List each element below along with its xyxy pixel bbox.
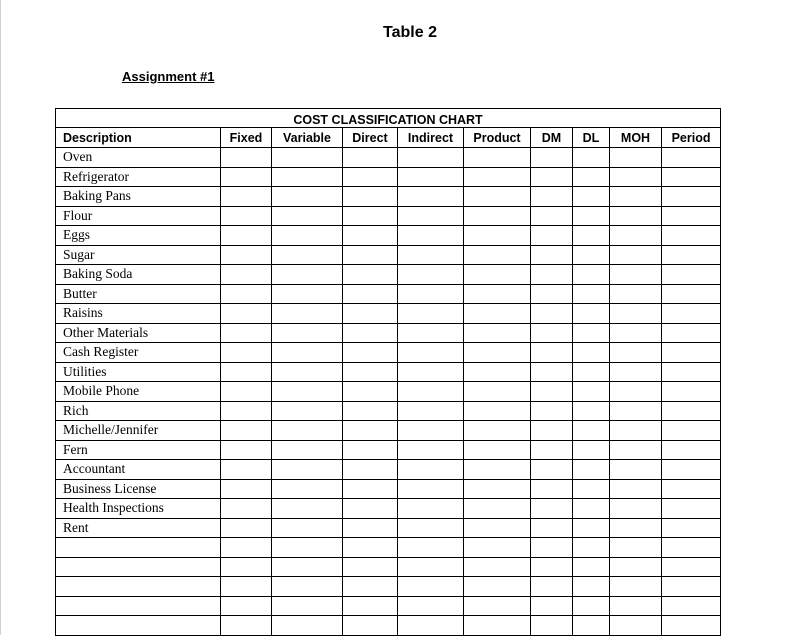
classification-cell-variable[interactable]	[272, 343, 343, 363]
classification-cell-variable[interactable]	[272, 440, 343, 460]
classification-cell-direct[interactable]	[343, 596, 398, 616]
description-cell-empty	[56, 596, 221, 616]
classification-cell-dm[interactable]	[531, 265, 573, 285]
assignment-label: Assignment #1	[122, 69, 215, 84]
description-cell: Oven	[56, 148, 221, 168]
classification-cell-direct[interactable]	[343, 284, 398, 304]
classification-cell-dl[interactable]	[573, 440, 610, 460]
classification-cell-dl[interactable]	[573, 538, 610, 558]
page-edge	[0, 0, 1, 635]
classification-cell-variable[interactable]	[272, 284, 343, 304]
classification-cell-product[interactable]	[464, 343, 531, 363]
classification-cell-indirect[interactable]	[398, 148, 464, 168]
classification-cell-dm[interactable]	[531, 577, 573, 597]
classification-cell-dm[interactable]	[531, 421, 573, 441]
classification-cell-moh[interactable]	[610, 557, 662, 577]
table-row	[56, 148, 721, 168]
description-cell-empty	[56, 616, 221, 636]
classification-cell-dm[interactable]	[531, 401, 573, 421]
classification-cell-direct[interactable]	[343, 479, 398, 499]
column-header-fixed: Fixed	[221, 128, 272, 148]
table-row	[56, 460, 721, 480]
classification-cell-direct[interactable]	[343, 616, 398, 636]
classification-cell-dm[interactable]	[531, 538, 573, 558]
table-body	[56, 148, 721, 636]
classification-cell-indirect[interactable]	[398, 538, 464, 558]
classification-cell-moh[interactable]	[610, 499, 662, 519]
classification-cell-dl[interactable]	[573, 401, 610, 421]
classification-cell-product[interactable]	[464, 284, 531, 304]
description-cell: Rent	[56, 518, 221, 538]
classification-cell-moh[interactable]	[610, 460, 662, 480]
classification-cell-variable[interactable]	[272, 323, 343, 343]
classification-cell-period[interactable]	[662, 440, 721, 460]
classification-cell-product[interactable]	[464, 596, 531, 616]
classification-cell-dl[interactable]	[573, 518, 610, 538]
cost-classification-table	[55, 108, 721, 636]
description-cell: Cash Register	[56, 343, 221, 363]
classification-cell-dl[interactable]	[573, 382, 610, 402]
classification-cell-fixed[interactable]	[221, 343, 272, 363]
description-cell: Baking Soda	[56, 265, 221, 285]
classification-cell-indirect[interactable]	[398, 440, 464, 460]
classification-cell-product[interactable]	[464, 187, 531, 207]
classification-cell-fixed[interactable]	[221, 245, 272, 265]
classification-cell-dl[interactable]	[573, 460, 610, 480]
classification-cell-moh[interactable]	[610, 538, 662, 558]
classification-cell-dm[interactable]	[531, 499, 573, 519]
classification-cell-dl[interactable]	[573, 362, 610, 382]
classification-cell-moh[interactable]	[610, 323, 662, 343]
column-header-variable: Variable	[272, 128, 343, 148]
classification-cell-fixed[interactable]	[221, 284, 272, 304]
classification-cell-moh[interactable]	[610, 226, 662, 246]
classification-cell-fixed[interactable]	[221, 304, 272, 324]
description-cell: Flour	[56, 206, 221, 226]
classification-cell-indirect[interactable]	[398, 616, 464, 636]
blank-row	[56, 596, 721, 616]
classification-cell-direct[interactable]	[343, 265, 398, 285]
classification-cell-moh[interactable]	[610, 577, 662, 597]
classification-cell-product[interactable]	[464, 557, 531, 577]
classification-cell-indirect[interactable]	[398, 499, 464, 519]
table-row	[56, 245, 721, 265]
classification-cell-indirect[interactable]	[398, 479, 464, 499]
classification-cell-fixed[interactable]	[221, 265, 272, 285]
classification-cell-dm[interactable]	[531, 206, 573, 226]
classification-cell-moh[interactable]	[610, 245, 662, 265]
classification-cell-indirect[interactable]	[398, 596, 464, 616]
classification-cell-product[interactable]	[464, 401, 531, 421]
table-row	[56, 284, 721, 304]
classification-cell-dm[interactable]	[531, 460, 573, 480]
classification-cell-dl[interactable]	[573, 284, 610, 304]
classification-cell-product[interactable]	[464, 206, 531, 226]
classification-cell-dm[interactable]	[531, 596, 573, 616]
classification-cell-period[interactable]	[662, 577, 721, 597]
classification-cell-moh[interactable]	[610, 362, 662, 382]
description-cell: Other Materials	[56, 323, 221, 343]
classification-cell-direct[interactable]	[343, 382, 398, 402]
table-row	[56, 401, 721, 421]
classification-cell-indirect[interactable]	[398, 577, 464, 597]
classification-cell-period[interactable]	[662, 226, 721, 246]
description-cell: Refrigerator	[56, 167, 221, 187]
classification-cell-dm[interactable]	[531, 284, 573, 304]
classification-cell-period[interactable]	[662, 479, 721, 499]
classification-cell-dm[interactable]	[531, 518, 573, 538]
classification-cell-direct[interactable]	[343, 577, 398, 597]
classification-cell-moh[interactable]	[610, 284, 662, 304]
column-header-product: Product	[464, 128, 531, 148]
description-cell: Rich	[56, 401, 221, 421]
table-row	[56, 499, 721, 519]
blank-row	[56, 616, 721, 636]
classification-cell-indirect[interactable]	[398, 226, 464, 246]
description-cell: Business License	[56, 479, 221, 499]
column-header-moh: MOH	[610, 128, 662, 148]
classification-cell-direct[interactable]	[343, 187, 398, 207]
classification-cell-variable[interactable]	[272, 596, 343, 616]
classification-cell-direct[interactable]	[343, 362, 398, 382]
description-cell: Butter	[56, 284, 221, 304]
classification-cell-moh[interactable]	[610, 382, 662, 402]
classification-cell-product[interactable]	[464, 382, 531, 402]
classification-cell-product[interactable]	[464, 440, 531, 460]
classification-cell-fixed[interactable]	[221, 460, 272, 480]
classification-cell-direct[interactable]	[343, 538, 398, 558]
classification-cell-fixed[interactable]	[221, 577, 272, 597]
classification-cell-period[interactable]	[662, 460, 721, 480]
classification-cell-moh[interactable]	[610, 518, 662, 538]
classification-cell-dm[interactable]	[531, 343, 573, 363]
classification-cell-moh[interactable]	[610, 616, 662, 636]
column-header-description: Description	[56, 128, 221, 148]
classification-cell-product[interactable]	[464, 479, 531, 499]
classification-cell-moh[interactable]	[610, 304, 662, 324]
column-header-dl: DL	[573, 128, 610, 148]
classification-cell-period[interactable]	[662, 323, 721, 343]
description-cell: Raisins	[56, 304, 221, 324]
classification-cell-indirect[interactable]	[398, 206, 464, 226]
classification-cell-dl[interactable]	[573, 577, 610, 597]
table-row	[56, 167, 721, 187]
classification-cell-moh[interactable]	[610, 206, 662, 226]
description-cell: Accountant	[56, 460, 221, 480]
description-cell: Eggs	[56, 226, 221, 246]
classification-cell-dm[interactable]	[531, 557, 573, 577]
table-row	[56, 226, 721, 246]
classification-cell-product[interactable]	[464, 245, 531, 265]
classification-cell-period[interactable]	[662, 284, 721, 304]
classification-cell-dl[interactable]	[573, 265, 610, 285]
classification-cell-product[interactable]	[464, 518, 531, 538]
column-header-period: Period	[662, 128, 721, 148]
classification-cell-dm[interactable]	[531, 382, 573, 402]
classification-cell-variable[interactable]	[272, 187, 343, 207]
classification-cell-fixed[interactable]	[221, 323, 272, 343]
classification-cell-product[interactable]	[464, 421, 531, 441]
classification-cell-period[interactable]	[662, 421, 721, 441]
classification-cell-fixed[interactable]	[221, 616, 272, 636]
table-row	[56, 323, 721, 343]
classification-cell-direct[interactable]	[343, 323, 398, 343]
column-header-direct: Direct	[343, 128, 398, 148]
classification-cell-moh[interactable]	[610, 167, 662, 187]
classification-cell-direct[interactable]	[343, 557, 398, 577]
description-cell: Michelle/Jennifer	[56, 421, 221, 441]
column-header-row	[56, 128, 721, 148]
description-cell: Mobile Phone	[56, 382, 221, 402]
classification-cell-product[interactable]	[464, 362, 531, 382]
classification-cell-moh[interactable]	[610, 596, 662, 616]
classification-cell-fixed[interactable]	[221, 401, 272, 421]
classification-cell-indirect[interactable]	[398, 518, 464, 538]
classification-cell-product[interactable]	[464, 265, 531, 285]
classification-cell-period[interactable]	[662, 304, 721, 324]
classification-cell-period[interactable]	[662, 382, 721, 402]
table-row	[56, 343, 721, 363]
classification-cell-fixed[interactable]	[221, 440, 272, 460]
classification-cell-variable[interactable]	[272, 479, 343, 499]
classification-cell-variable[interactable]	[272, 460, 343, 480]
classification-cell-dm[interactable]	[531, 167, 573, 187]
classification-cell-dm[interactable]	[531, 440, 573, 460]
classification-cell-variable[interactable]	[272, 401, 343, 421]
classification-cell-dm[interactable]	[531, 479, 573, 499]
classification-cell-dm[interactable]	[531, 245, 573, 265]
classification-cell-direct[interactable]	[343, 167, 398, 187]
classification-cell-indirect[interactable]	[398, 304, 464, 324]
classification-cell-period[interactable]	[662, 343, 721, 363]
classification-cell-variable[interactable]	[272, 304, 343, 324]
classification-cell-product[interactable]	[464, 460, 531, 480]
description-cell: Health Inspections	[56, 499, 221, 519]
classification-cell-indirect[interactable]	[398, 167, 464, 187]
classification-cell-indirect[interactable]	[398, 401, 464, 421]
blank-row	[56, 557, 721, 577]
classification-cell-dm[interactable]	[531, 362, 573, 382]
classification-cell-moh[interactable]	[610, 187, 662, 207]
table-row	[56, 421, 721, 441]
classification-cell-dl[interactable]	[573, 167, 610, 187]
classification-cell-dl[interactable]	[573, 245, 610, 265]
classification-cell-dm[interactable]	[531, 323, 573, 343]
classification-cell-period[interactable]	[662, 518, 721, 538]
classification-cell-moh[interactable]	[610, 401, 662, 421]
classification-cell-fixed[interactable]	[221, 148, 272, 168]
classification-cell-direct[interactable]	[343, 343, 398, 363]
classification-cell-dl[interactable]	[573, 304, 610, 324]
classification-cell-product[interactable]	[464, 226, 531, 246]
description-cell: Utilities	[56, 362, 221, 382]
blank-row	[56, 577, 721, 597]
classification-cell-product[interactable]	[464, 499, 531, 519]
classification-cell-indirect[interactable]	[398, 265, 464, 285]
classification-cell-indirect[interactable]	[398, 284, 464, 304]
classification-cell-product[interactable]	[464, 577, 531, 597]
classification-cell-dl[interactable]	[573, 343, 610, 363]
classification-cell-fixed[interactable]	[221, 499, 272, 519]
description-cell: Baking Pans	[56, 187, 221, 207]
classification-cell-dl[interactable]	[573, 596, 610, 616]
table-row	[56, 304, 721, 324]
classification-cell-period[interactable]	[662, 557, 721, 577]
classification-cell-dl[interactable]	[573, 616, 610, 636]
table-row	[56, 265, 721, 285]
classification-cell-fixed[interactable]	[221, 187, 272, 207]
table-title-row	[56, 109, 721, 128]
description-cell: Sugar	[56, 245, 221, 265]
classification-cell-variable[interactable]	[272, 499, 343, 519]
classification-cell-fixed[interactable]	[221, 362, 272, 382]
classification-cell-indirect[interactable]	[398, 245, 464, 265]
classification-cell-variable[interactable]	[272, 245, 343, 265]
classification-cell-product[interactable]	[464, 538, 531, 558]
description-cell-empty	[56, 538, 221, 558]
classification-cell-variable[interactable]	[272, 421, 343, 441]
classification-cell-direct[interactable]	[343, 421, 398, 441]
classification-cell-dl[interactable]	[573, 206, 610, 226]
classification-cell-product[interactable]	[464, 323, 531, 343]
classification-cell-variable[interactable]	[272, 577, 343, 597]
classification-cell-fixed[interactable]	[221, 382, 272, 402]
classification-cell-direct[interactable]	[343, 460, 398, 480]
classification-cell-moh[interactable]	[610, 479, 662, 499]
classification-cell-period[interactable]	[662, 596, 721, 616]
classification-cell-fixed[interactable]	[221, 557, 272, 577]
classification-cell-variable[interactable]	[272, 265, 343, 285]
classification-cell-period[interactable]	[662, 206, 721, 226]
classification-cell-variable[interactable]	[272, 382, 343, 402]
classification-cell-period[interactable]	[662, 362, 721, 382]
classification-cell-product[interactable]	[464, 304, 531, 324]
classification-cell-indirect[interactable]	[398, 187, 464, 207]
table-row	[56, 382, 721, 402]
classification-cell-product[interactable]	[464, 148, 531, 168]
classification-cell-moh[interactable]	[610, 421, 662, 441]
classification-cell-direct[interactable]	[343, 499, 398, 519]
description-cell-empty	[56, 557, 221, 577]
chart-title: COST CLASSIFICATION CHART	[56, 109, 721, 128]
classification-cell-dl[interactable]	[573, 557, 610, 577]
description-cell-empty	[56, 577, 221, 597]
classification-cell-period[interactable]	[662, 187, 721, 207]
classification-cell-direct[interactable]	[343, 518, 398, 538]
classification-cell-period[interactable]	[662, 401, 721, 421]
classification-cell-dm[interactable]	[531, 304, 573, 324]
table-row	[56, 206, 721, 226]
classification-cell-period[interactable]	[662, 245, 721, 265]
classification-cell-moh[interactable]	[610, 343, 662, 363]
classification-cell-period[interactable]	[662, 265, 721, 285]
classification-cell-dl[interactable]	[573, 226, 610, 246]
classification-cell-dm[interactable]	[531, 148, 573, 168]
classification-cell-period[interactable]	[662, 499, 721, 519]
classification-cell-fixed[interactable]	[221, 518, 272, 538]
column-header-dm: DM	[531, 128, 573, 148]
classification-cell-fixed[interactable]	[221, 206, 272, 226]
classification-cell-direct[interactable]	[343, 401, 398, 421]
classification-cell-dl[interactable]	[573, 421, 610, 441]
classification-cell-indirect[interactable]	[398, 323, 464, 343]
classification-cell-variable[interactable]	[272, 557, 343, 577]
classification-cell-indirect[interactable]	[398, 343, 464, 363]
table-row	[56, 440, 721, 460]
classification-cell-indirect[interactable]	[398, 362, 464, 382]
classification-cell-period[interactable]	[662, 167, 721, 187]
table-row	[56, 187, 721, 207]
classification-cell-indirect[interactable]	[398, 557, 464, 577]
classification-cell-variable[interactable]	[272, 538, 343, 558]
classification-cell-dm[interactable]	[531, 616, 573, 636]
blank-row	[56, 538, 721, 558]
table-row	[56, 479, 721, 499]
classification-cell-direct[interactable]	[343, 206, 398, 226]
classification-cell-variable[interactable]	[272, 148, 343, 168]
table-row	[56, 518, 721, 538]
classification-cell-fixed[interactable]	[221, 167, 272, 187]
classification-cell-product[interactable]	[464, 616, 531, 636]
classification-cell-period[interactable]	[662, 148, 721, 168]
classification-cell-dl[interactable]	[573, 479, 610, 499]
classification-cell-variable[interactable]	[272, 167, 343, 187]
classification-cell-period[interactable]	[662, 538, 721, 558]
classification-cell-direct[interactable]	[343, 440, 398, 460]
classification-cell-fixed[interactable]	[221, 479, 272, 499]
classification-cell-period[interactable]	[662, 616, 721, 636]
classification-cell-variable[interactable]	[272, 616, 343, 636]
classification-cell-dm[interactable]	[531, 187, 573, 207]
classification-cell-direct[interactable]	[343, 226, 398, 246]
classification-cell-direct[interactable]	[343, 245, 398, 265]
classification-cell-dl[interactable]	[573, 187, 610, 207]
classification-cell-direct[interactable]	[343, 304, 398, 324]
table-title: Table 2	[383, 24, 437, 41]
classification-cell-indirect[interactable]	[398, 460, 464, 480]
description-cell: Fern	[56, 440, 221, 460]
classification-cell-indirect[interactable]	[398, 382, 464, 402]
classification-cell-variable[interactable]	[272, 362, 343, 382]
classification-cell-variable[interactable]	[272, 518, 343, 538]
classification-cell-indirect[interactable]	[398, 421, 464, 441]
classification-cell-moh[interactable]	[610, 265, 662, 285]
classification-cell-variable[interactable]	[272, 206, 343, 226]
classification-cell-dm[interactable]	[531, 226, 573, 246]
column-header-indirect: Indirect	[398, 128, 464, 148]
classification-cell-fixed[interactable]	[221, 421, 272, 441]
classification-cell-moh[interactable]	[610, 440, 662, 460]
classification-cell-moh[interactable]	[610, 148, 662, 168]
classification-cell-product[interactable]	[464, 167, 531, 187]
classification-cell-fixed[interactable]	[221, 538, 272, 558]
table-row	[56, 362, 721, 382]
classification-cell-fixed[interactable]	[221, 596, 272, 616]
classification-cell-dl[interactable]	[573, 323, 610, 343]
classification-cell-direct[interactable]	[343, 148, 398, 168]
classification-cell-fixed[interactable]	[221, 226, 272, 246]
classification-cell-dl[interactable]	[573, 148, 610, 168]
classification-cell-variable[interactable]	[272, 226, 343, 246]
classification-cell-dl[interactable]	[573, 499, 610, 519]
